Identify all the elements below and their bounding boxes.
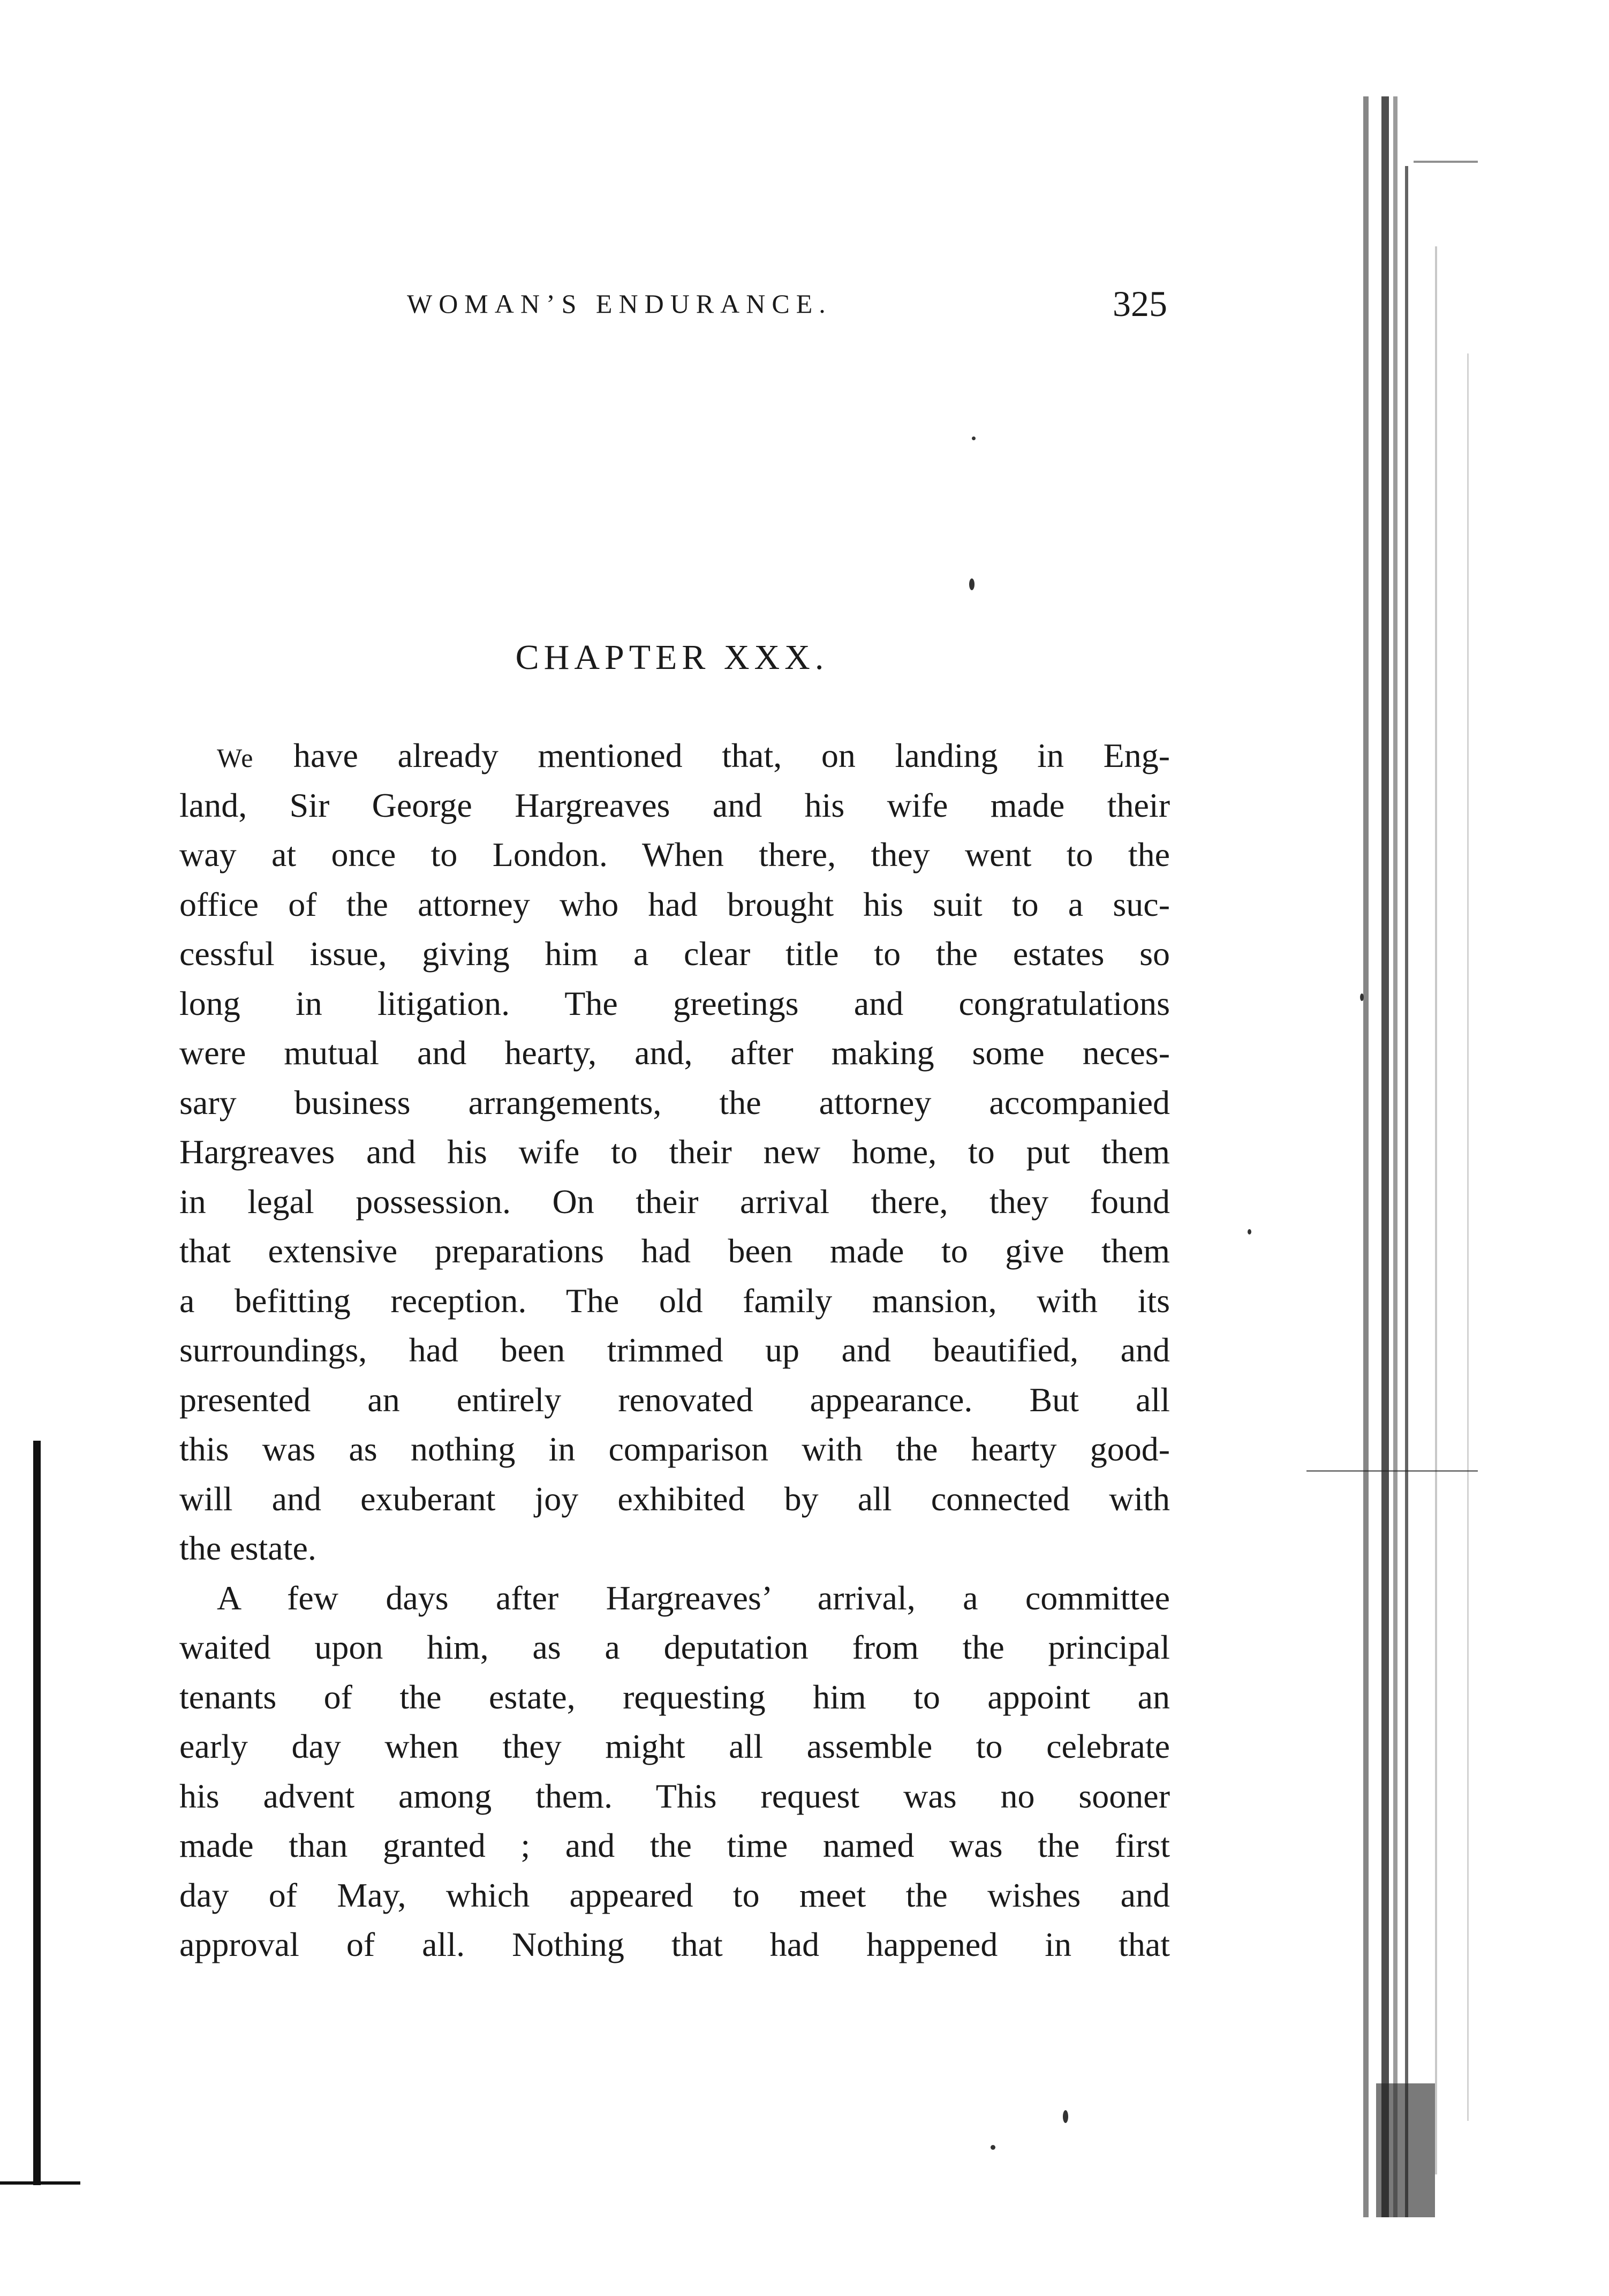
text-line: office of the attorney who had brought his suit to a suc- (179, 885, 1170, 923)
text-line: Hargreaves and his wife to their new home, to put them (179, 1133, 1170, 1171)
text-line: will and exuberant joy exhibited by all connected with (179, 1479, 1170, 1518)
scan-speck (969, 578, 975, 590)
text-line: cessful issue, giving him a clear title to the estates so (179, 935, 1170, 973)
text-line: this was as nothing in comparison with the hearty good- (179, 1430, 1170, 1468)
gutter-mark (1393, 96, 1398, 2217)
running-title: WOMAN’S ENDURANCE. (407, 289, 832, 319)
text-line: waited upon him, as a deputation from the principal (179, 1628, 1170, 1666)
scan-edge-rule-foot (0, 2181, 80, 2185)
text-line: his advent among them. This request was no sooner (179, 1776, 1170, 1815)
text-line: made than granted ; and the time named was the first (179, 1826, 1170, 1864)
paragraph (179, 1574, 1170, 1970)
body-text (179, 731, 1170, 1970)
scan-speck (1360, 993, 1364, 1001)
text-line: in legal possession. On their arrival there, they found (179, 1182, 1170, 1221)
text-line: early day when they might all assemble to celebrate (179, 1727, 1170, 1765)
text-line: long in litigation. The greetings and congratulations (179, 984, 1170, 1022)
text-line: day of May, which appeared to meet the wishes and (179, 1876, 1170, 1914)
scan-speck (1248, 1229, 1251, 1234)
gutter-mark (1405, 166, 1408, 2217)
gutter-mark (1363, 96, 1369, 2217)
scan-speck (972, 436, 976, 440)
gutter-mark (1376, 2083, 1435, 2217)
text-line: tenants of the estate, requesting him to appoint an (179, 1677, 1170, 1716)
gutter-mark (1306, 1470, 1478, 1472)
text-line: way at once to London. When there, they went to the (179, 835, 1170, 874)
text-line: surroundings, had been trimmed up and beautified, and (179, 1331, 1170, 1369)
text-line: a befitting reception. The old family mansion, with its (179, 1281, 1170, 1320)
gutter-mark (1414, 161, 1478, 163)
text-line: approval of all. Nothing that had happened in that (179, 1925, 1170, 1963)
gutter-mark (1435, 246, 1437, 2174)
running-header (407, 283, 1167, 331)
scan-gutter-marks (1360, 86, 1521, 2228)
scan-speck (991, 2145, 995, 2150)
text-line: land, Sir George Hargreaves and his wife made their (179, 786, 1170, 824)
text-line: sary business arrangements, the attorney accompanied (179, 1083, 1170, 1121)
text-line: were mutual and hearty, and, after making some neces- (179, 1034, 1170, 1072)
scan-speck (1063, 2110, 1068, 2123)
text-line: We have already mentioned that, on landing in Eng- (217, 736, 1170, 774)
scan-edge-rule (33, 1441, 41, 2185)
text-line: that extensive preparations had been made to give them (179, 1232, 1170, 1270)
chapter-heading: CHAPTER XXX. (515, 638, 829, 677)
gutter-mark (1381, 96, 1389, 2217)
paragraph (179, 731, 1170, 1574)
text-line: the estate. (179, 1529, 316, 1567)
gutter-mark (1467, 353, 1469, 2121)
page-number: 325 (1113, 283, 1167, 324)
drop-word: We (217, 743, 254, 773)
text-line: presented an entirely renovated appearance. But all (179, 1380, 1170, 1419)
text-line: A few days after Hargreaves’ arrival, a committee (217, 1578, 1170, 1617)
